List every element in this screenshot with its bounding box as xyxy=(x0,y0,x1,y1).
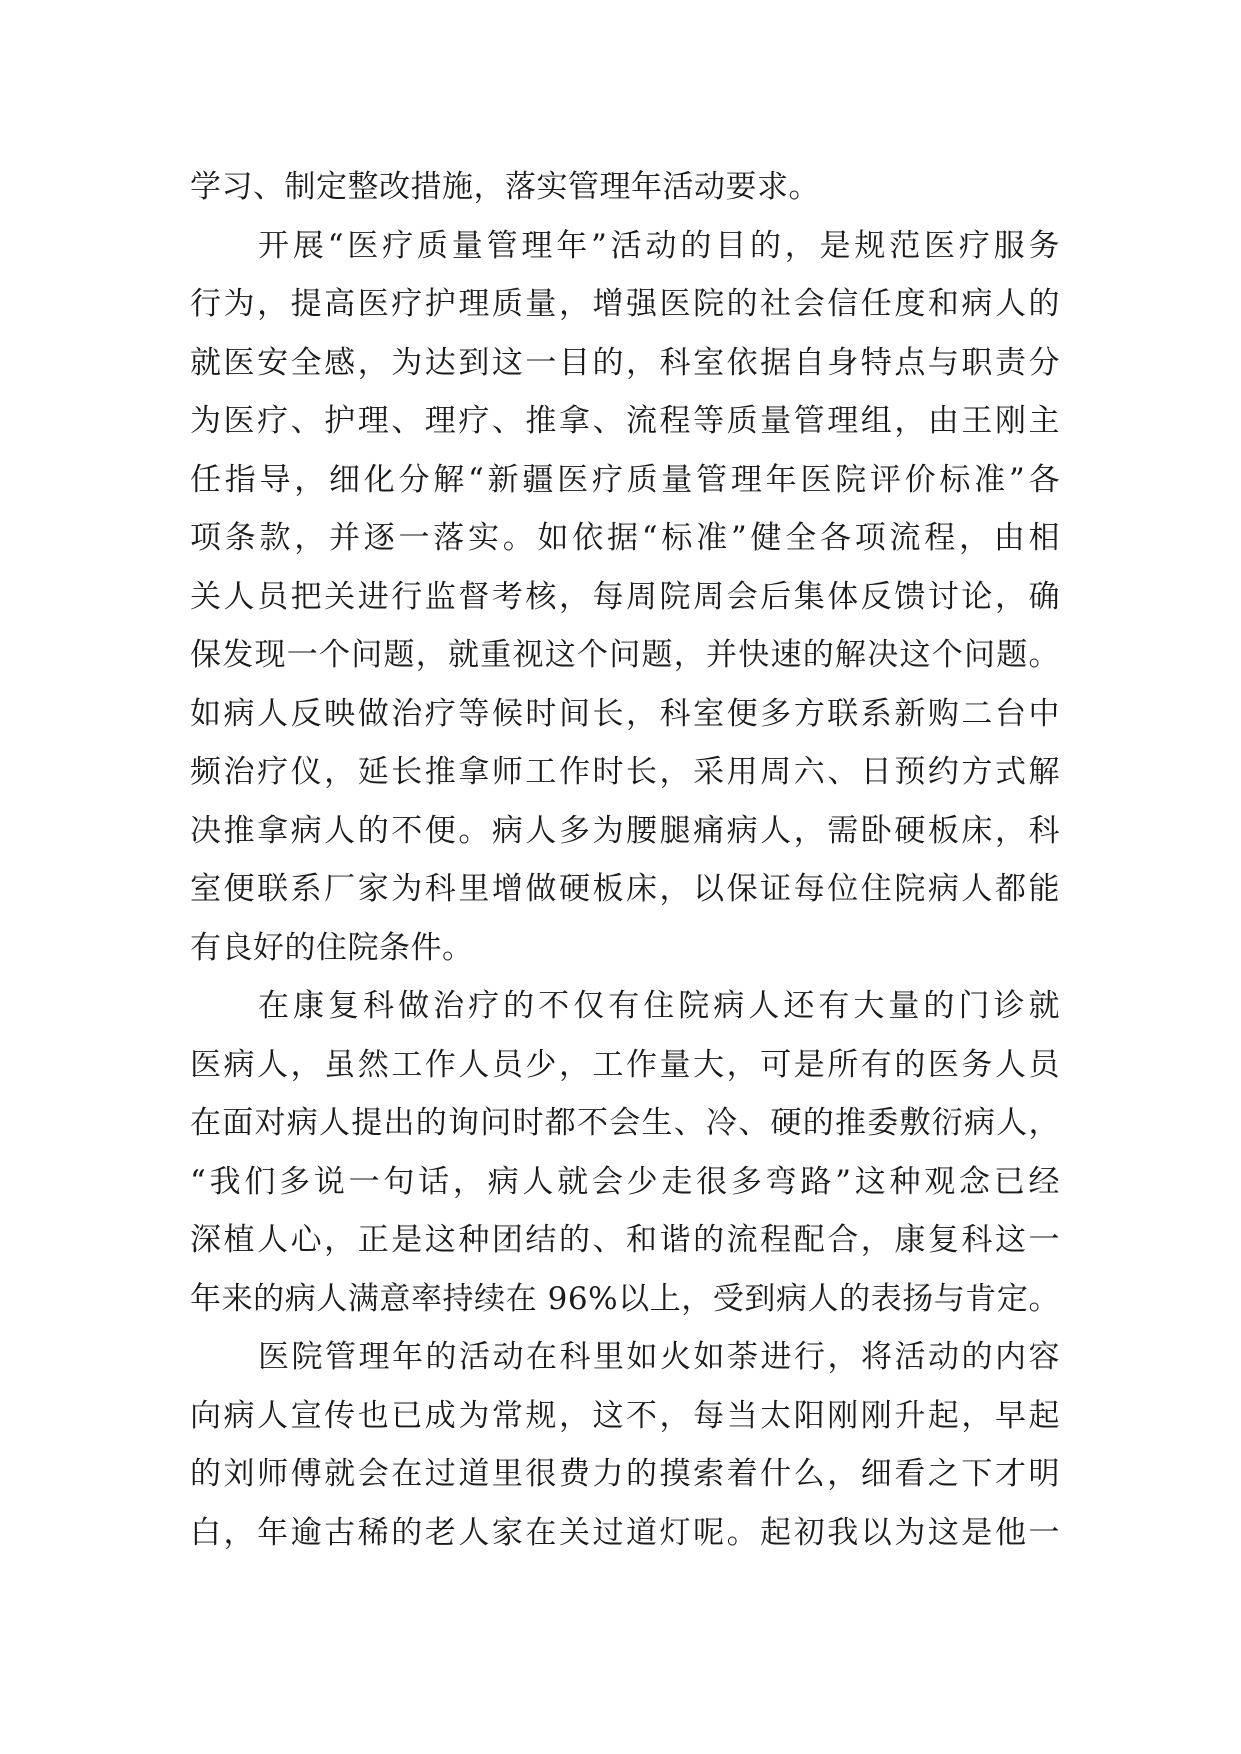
text-line: 在面对病人提出的询问时都不会生、冷、硬的推委敷衍病人， xyxy=(190,1105,1060,1141)
text-line: 向病人宣传也已成为常规，这不，每当太阳刚刚升起，早起 xyxy=(190,1397,1060,1434)
text-line: 开展“医疗质量管理年”活动的目的，是规范医疗服务 xyxy=(258,227,1060,264)
text-line: 白，年逾古稀的老人家在关过道灯呢。起初我以为这是他一 xyxy=(190,1514,1060,1551)
text-line: 就医安全感，为达到这一目的，科室依据自身特点与职责分 xyxy=(190,344,1060,381)
text-line: 深植人心，正是这种团结的、和谐的流程配合，康复科这一 xyxy=(190,1222,1060,1258)
text-line: 室便联系厂家为科里增做硬板床，以保证每位住院病人都能 xyxy=(190,871,1060,907)
text-line: 医病人，虽然工作人员少，工作量大，可是所有的医务人员 xyxy=(190,1046,1060,1083)
paragraph-3 xyxy=(190,977,1060,1328)
text-line: 年来的病人满意率持续在 96%以上，受到病人的表扬与肯定。 xyxy=(190,1280,1060,1317)
text-line: “我们多说一句话，病人就会少走很多弯路”这种观念已经 xyxy=(190,1163,1060,1200)
paragraph-4 xyxy=(190,1328,1060,1562)
text-line: 为医疗、护理、理疗、推拿、流程等质量管理组，由王刚主 xyxy=(190,403,1060,439)
text-line: 行为，提高医疗护理质量，增强医院的社会信任度和病人的 xyxy=(190,286,1060,322)
text-line: 决推拿病人的不便。病人多为腰腿痛病人，需卧硬板床，科 xyxy=(190,812,1060,849)
text-line: 学习、制定整改措施，落实管理年活动要求。 xyxy=(190,169,820,205)
text-line: 在康复科做治疗的不仅有住院病人还有大量的门诊就 xyxy=(258,988,1060,1024)
text-line: 的刘师傅就会在过道里很费力的摸索着什么，细看之下才明 xyxy=(190,1456,1060,1492)
paragraph-1 xyxy=(190,158,1060,217)
text-line: 频治疗仪，延长推拿师工作时长，采用周六、日预约方式解 xyxy=(190,754,1060,790)
paragraph-2 xyxy=(190,217,1060,978)
text-line: 关人员把关进行监督考核，每周院周会后集体反馈讨论，确 xyxy=(190,578,1060,615)
text-line: 如病人反映做治疗等候时间长，科室便多方联系新购二台中 xyxy=(190,695,1060,732)
text-line: 项条款，并逐一落实。如依据“标准”健全各项流程，由相 xyxy=(190,520,1060,556)
text-line: 医院管理年的活动在科里如火如荼进行，将活动的内容 xyxy=(258,1339,1060,1375)
body-text xyxy=(190,158,1060,1562)
text-line: 任指导，细化分解“新疆医疗质量管理年医院评价标准”各 xyxy=(190,461,1060,498)
text-line: 保发现一个问题，就重视这个问题，并快速的解决这个问题。 xyxy=(190,637,1060,673)
text-line: 有良好的住院条件。 xyxy=(190,929,474,966)
